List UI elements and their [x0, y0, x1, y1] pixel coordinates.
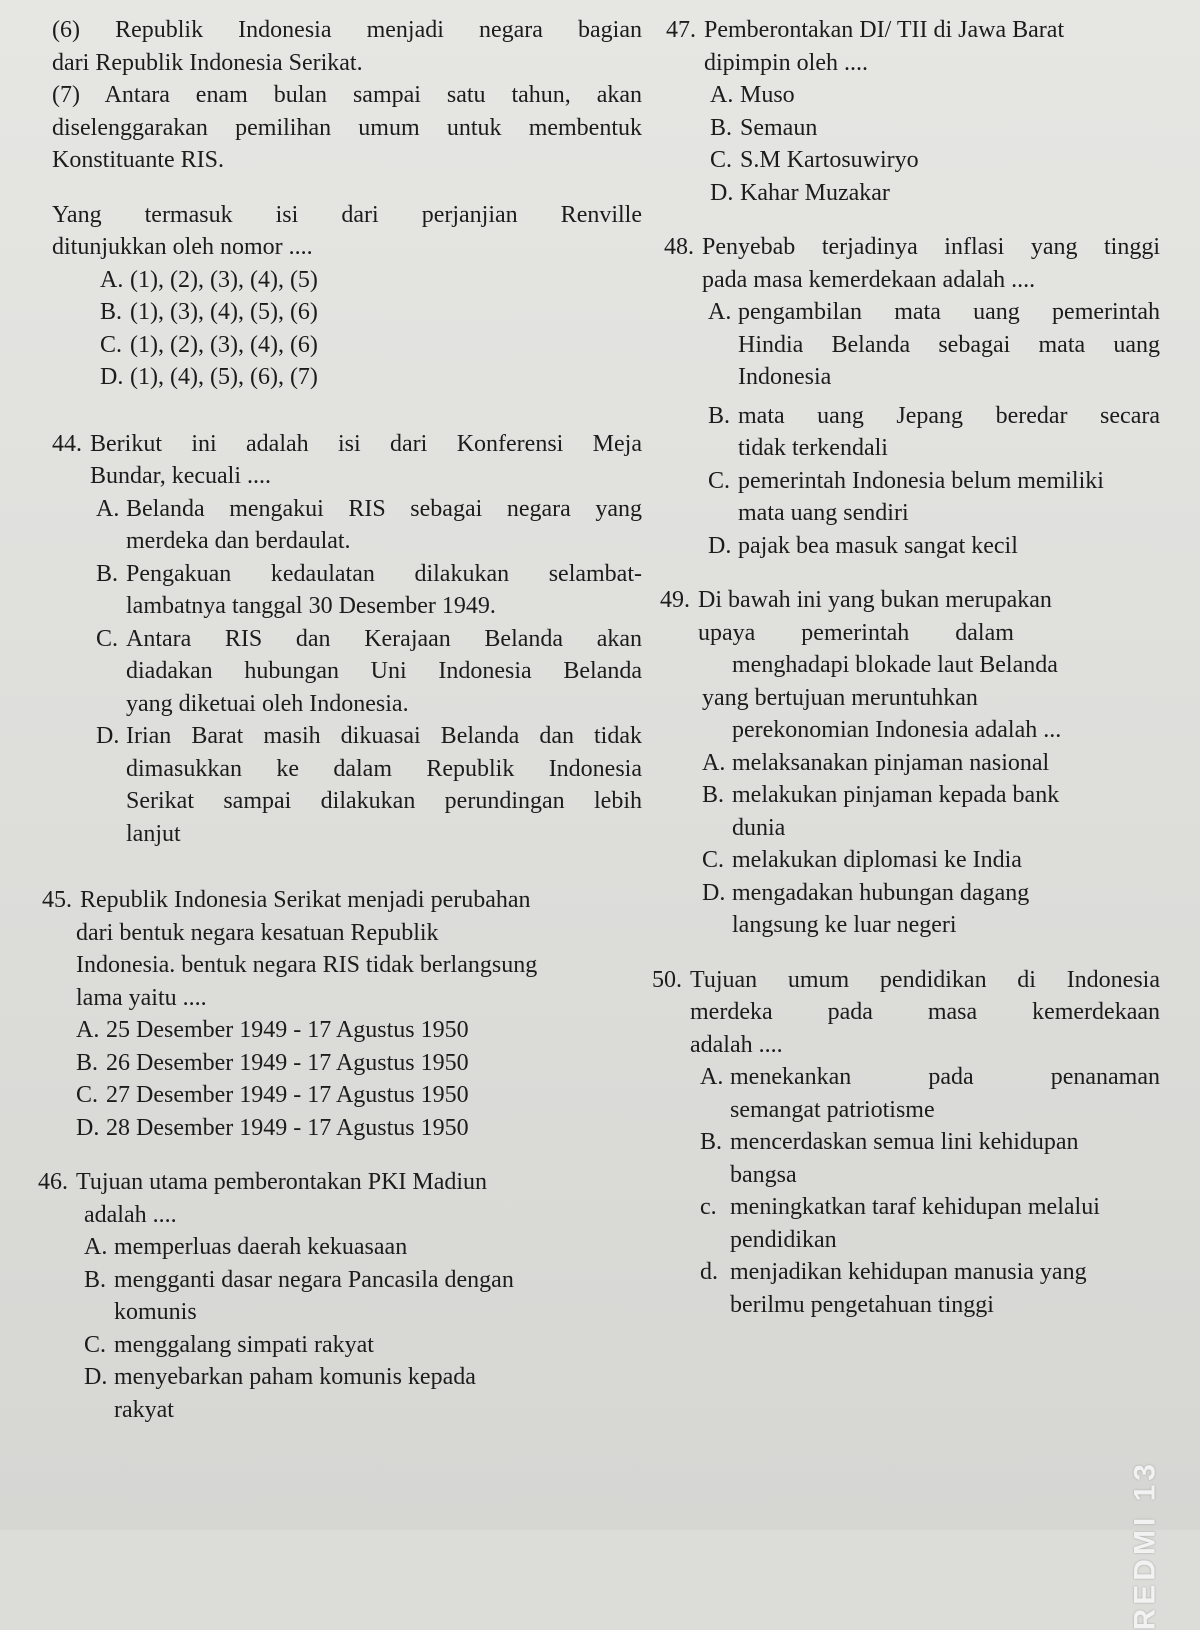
option-c[interactable] — [96, 623, 642, 721]
option-line-1: menyebarkan paham komunis kepada — [114, 1364, 476, 1390]
option-label: A. — [96, 495, 120, 522]
option-c[interactable] — [700, 1191, 1160, 1256]
option-b[interactable] — [100, 296, 642, 329]
left-column — [38, 14, 642, 1426]
option-d[interactable] — [700, 1256, 1160, 1321]
question-46 — [38, 1166, 642, 1426]
question-stem-line-4: lama yaitu .... — [76, 984, 207, 1011]
question-number: 50. — [652, 966, 682, 993]
option-a[interactable] — [76, 1014, 642, 1047]
option-label: C. — [76, 1082, 99, 1108]
option-label: C. — [708, 467, 731, 494]
option-label: D. — [100, 364, 124, 390]
option-text: 25 Desember 1949 - 17 Agustus 1950 — [106, 1017, 469, 1043]
question-44 — [52, 428, 642, 851]
option-label: B. — [710, 114, 733, 141]
option-line-2: mata uang sendiri — [738, 500, 909, 526]
option-label: D. — [84, 1364, 108, 1390]
option-line-2: langsung ke luar negeri — [732, 912, 957, 938]
option-label: A. — [708, 299, 732, 325]
option-label: A. — [710, 82, 734, 108]
option-text: Kahar Muzakar — [740, 179, 890, 206]
option-a[interactable] — [96, 493, 642, 558]
option-line-1: menekankan pada penanaman — [730, 1064, 1160, 1090]
renville-question — [52, 14, 642, 394]
item-7-line-1: (7) Antara enam bulan sampai satu tahun, akan — [52, 82, 642, 108]
option-label: B. — [100, 299, 123, 325]
question-stem-line-1: Berikut ini adalah isi dari Konferensi Meja — [90, 430, 642, 457]
option-line-1: meningkatkan taraf kehidupan melalui — [730, 1194, 1100, 1220]
option-line-3: Indonesia — [738, 364, 832, 390]
option-line-1: Pengakuan kedaulatan dilakukan selambat- — [126, 560, 642, 587]
option-d[interactable] — [702, 877, 1160, 942]
question-stem-line-1: Di bawah ini yang bukan merupakan — [698, 587, 1052, 613]
option-line-2: pendidikan — [730, 1226, 837, 1253]
option-line-1: melakukan diplomasi ke India — [732, 847, 1022, 873]
option-label: B. — [702, 782, 725, 808]
question-49 — [660, 584, 1160, 942]
option-text: (1), (4), (5), (6), (7) — [130, 364, 318, 390]
option-label: A. — [700, 1064, 724, 1090]
question-number: 48. — [664, 234, 694, 260]
option-text: (1), (3), (4), (5), (6) — [130, 299, 318, 325]
option-c[interactable] — [100, 329, 642, 362]
option-line-1: pemerintah Indonesia belum memiliki — [738, 467, 1104, 494]
option-line-1: mengganti dasar negara Pancasila dengan — [114, 1266, 514, 1293]
option-c[interactable] — [710, 144, 1160, 177]
option-line-1: Irian Barat masih dikuasai Belanda dan tidak — [126, 723, 642, 749]
renville-stem-line-2: ditunjukkan oleh nomor .... — [52, 234, 313, 260]
option-line-4: lanjut — [126, 820, 181, 847]
option-line-2: dunia — [732, 814, 786, 841]
camera-watermark: REDMI 13 — [1128, 1460, 1161, 1630]
option-label: A. — [702, 749, 726, 776]
option-a[interactable] — [100, 264, 642, 297]
option-line-2: lambatnya tanggal 30 Desember 1949. — [126, 593, 496, 619]
question-stem-line-2: merdeka pada masa kemerdekaan — [690, 999, 1160, 1025]
option-label: d. — [700, 1259, 718, 1285]
option-b[interactable] — [84, 1264, 642, 1329]
option-c[interactable] — [84, 1329, 642, 1362]
option-text: Muso — [740, 82, 795, 108]
question-stem-line-2: Bundar, kecuali .... — [90, 463, 271, 489]
option-line-1: melakukan pinjaman kepada bank — [732, 782, 1060, 808]
option-label: B. — [700, 1129, 723, 1155]
option-line-1: melaksanakan pinjaman nasional — [732, 749, 1050, 776]
option-line-2: merdeka dan berdaulat. — [126, 528, 351, 554]
option-a[interactable] — [702, 747, 1160, 780]
option-line-3: Serikat sampai dilakukan perundingan lebih — [126, 788, 642, 814]
question-stem-line-1: Tujuan utama pemberontakan PKI Madiun — [76, 1169, 488, 1195]
option-line-2: komunis — [114, 1299, 197, 1325]
option-label: D. — [708, 532, 732, 559]
option-line-1: Antara RIS dan Kerajaan Belanda akan — [126, 625, 642, 652]
option-line-1: mata uang Jepang beredar secara — [738, 402, 1160, 429]
option-label: A. — [76, 1017, 100, 1043]
option-text: 28 Desember 1949 - 17 Agustus 1950 — [106, 1114, 469, 1141]
question-stem-line-3: menghadapi blokade laut Belanda — [732, 652, 1058, 678]
option-a[interactable] — [84, 1231, 642, 1264]
option-label: C. — [84, 1331, 107, 1358]
question-stem-line-1: Pemberontakan DI/ TII di Jawa Barat — [704, 17, 1065, 43]
option-b[interactable] — [76, 1047, 642, 1080]
option-line-2: berilmu pengetahuan tinggi — [730, 1291, 994, 1318]
question-number: 47. — [666, 17, 696, 43]
option-a[interactable] — [710, 79, 1160, 112]
option-c[interactable] — [708, 465, 1160, 530]
question-stem-line-1: Tujuan umum pendidikan di Indonesia — [690, 966, 1160, 993]
option-line-2: semangat patriotisme — [730, 1096, 935, 1123]
option-d[interactable] — [708, 530, 1160, 563]
question-stem-line-1: Republik Indonesia Serikat menjadi perubahan — [80, 887, 531, 913]
option-line-2: bangsa — [730, 1161, 797, 1188]
option-line-1: mengadakan hubungan dagang — [732, 879, 1030, 906]
option-line-1: pajak bea masuk sangat kecil — [738, 532, 1018, 559]
option-text: (1), (2), (3), (4), (6) — [130, 331, 318, 358]
item-6-line-2: dari Republik Indonesia Serikat. — [52, 49, 363, 76]
option-line-1: Belanda mengakui RIS sebagai negara yang — [126, 495, 642, 522]
option-line-3: yang diketuai oleh Indonesia. — [126, 690, 409, 717]
option-text: 26 Desember 1949 - 17 Agustus 1950 — [106, 1049, 469, 1076]
option-line-1: menggalang simpati rakyat — [114, 1331, 374, 1358]
option-text: Semaun — [740, 114, 818, 141]
option-label: B. — [84, 1266, 107, 1293]
option-a[interactable] — [700, 1061, 1160, 1126]
question-stem-line-2: adalah .... — [84, 1201, 177, 1228]
question-stem-line-3: adalah .... — [690, 1031, 783, 1058]
option-line-1: pengambilan mata uang pemerintah — [738, 299, 1160, 325]
question-stem-line-2: dipimpin oleh .... — [704, 49, 868, 76]
option-b[interactable] — [700, 1126, 1160, 1191]
question-stem-line-5: perekonomian Indonesia adalah ... — [732, 717, 1062, 743]
item-6-line-1: (6) Republik Indonesia menjadi negara bagian — [52, 17, 642, 43]
option-label: C. — [710, 147, 733, 173]
option-text: (1), (2), (3), (4), (5) — [130, 266, 318, 293]
option-b[interactable] — [708, 400, 1160, 465]
question-50 — [652, 964, 1160, 1322]
option-b[interactable] — [702, 779, 1160, 844]
question-number: 45. — [42, 887, 72, 913]
option-d[interactable] — [710, 177, 1160, 210]
option-line-1: menjadikan kehidupan manusia yang — [730, 1259, 1087, 1285]
option-line-2: dimasukkan ke dalam Republik Indonesia — [126, 755, 642, 782]
option-label: C. — [100, 331, 123, 358]
option-b[interactable] — [96, 558, 642, 623]
option-text: S.M Kartosuwiryo — [740, 147, 919, 173]
question-stem-line-4: yang bertujuan meruntuhkan — [702, 684, 978, 711]
option-text: 27 Desember 1949 - 17 Agustus 1950 — [106, 1082, 469, 1108]
option-c[interactable] — [76, 1079, 642, 1112]
option-label: B. — [708, 402, 731, 429]
option-d[interactable] — [76, 1112, 642, 1145]
renville-stem-line-1: Yang termasuk isi dari perjanjian Renville — [52, 201, 642, 228]
question-48 — [664, 231, 1160, 562]
option-label: D. — [76, 1114, 100, 1141]
option-line-2: diadakan hubungan Uni Indonesia Belanda — [126, 658, 642, 684]
option-label: A. — [84, 1234, 108, 1260]
option-label: D. — [710, 179, 734, 206]
option-label: D. — [702, 879, 726, 906]
option-b[interactable] — [710, 112, 1160, 145]
option-line-1: mencerdaskan semua lini kehidupan — [730, 1129, 1079, 1155]
question-stem-line-3: Indonesia. bentuk negara RIS tidak berlangsung — [76, 952, 538, 978]
option-a[interactable] — [708, 296, 1160, 394]
option-label: C. — [702, 847, 725, 873]
option-line-2: tidak terkendali — [738, 435, 888, 461]
item-7-line-2: diselenggarakan pemilihan umum untuk membentuk — [52, 114, 642, 141]
right-column — [652, 14, 1160, 1321]
option-label: C. — [96, 625, 119, 652]
option-line-1: memperluas daerah kekuasaan — [114, 1234, 408, 1260]
question-45 — [42, 884, 642, 1144]
option-d[interactable] — [96, 720, 642, 850]
question-stem-line-1: Penyebab terjadinya inflasi yang tinggi — [702, 234, 1160, 260]
question-number: 46. — [38, 1169, 68, 1195]
option-label: A. — [100, 266, 124, 293]
option-d[interactable] — [84, 1361, 642, 1426]
question-stem-line-2: dari bentuk negara kesatuan Republik — [76, 919, 439, 946]
option-label: B. — [76, 1049, 99, 1076]
item-7-line-3: Konstituante RIS. — [52, 147, 224, 173]
question-number: 44. — [52, 430, 82, 457]
option-label: c. — [700, 1194, 717, 1220]
option-line-2: rakyat — [114, 1396, 174, 1423]
option-label: B. — [96, 560, 119, 587]
question-number: 49. — [660, 587, 690, 613]
question-stem-line-2: pada masa kemerdekaan adalah .... — [702, 266, 1036, 293]
option-line-2: Hindia Belanda sebagai mata uang — [738, 331, 1160, 358]
question-stem-line-2: upaya pemerintah dalam — [698, 619, 1014, 646]
option-c[interactable] — [702, 844, 1160, 877]
option-d[interactable] — [100, 361, 642, 394]
question-47 — [666, 14, 1160, 209]
option-label: D. — [96, 723, 120, 749]
